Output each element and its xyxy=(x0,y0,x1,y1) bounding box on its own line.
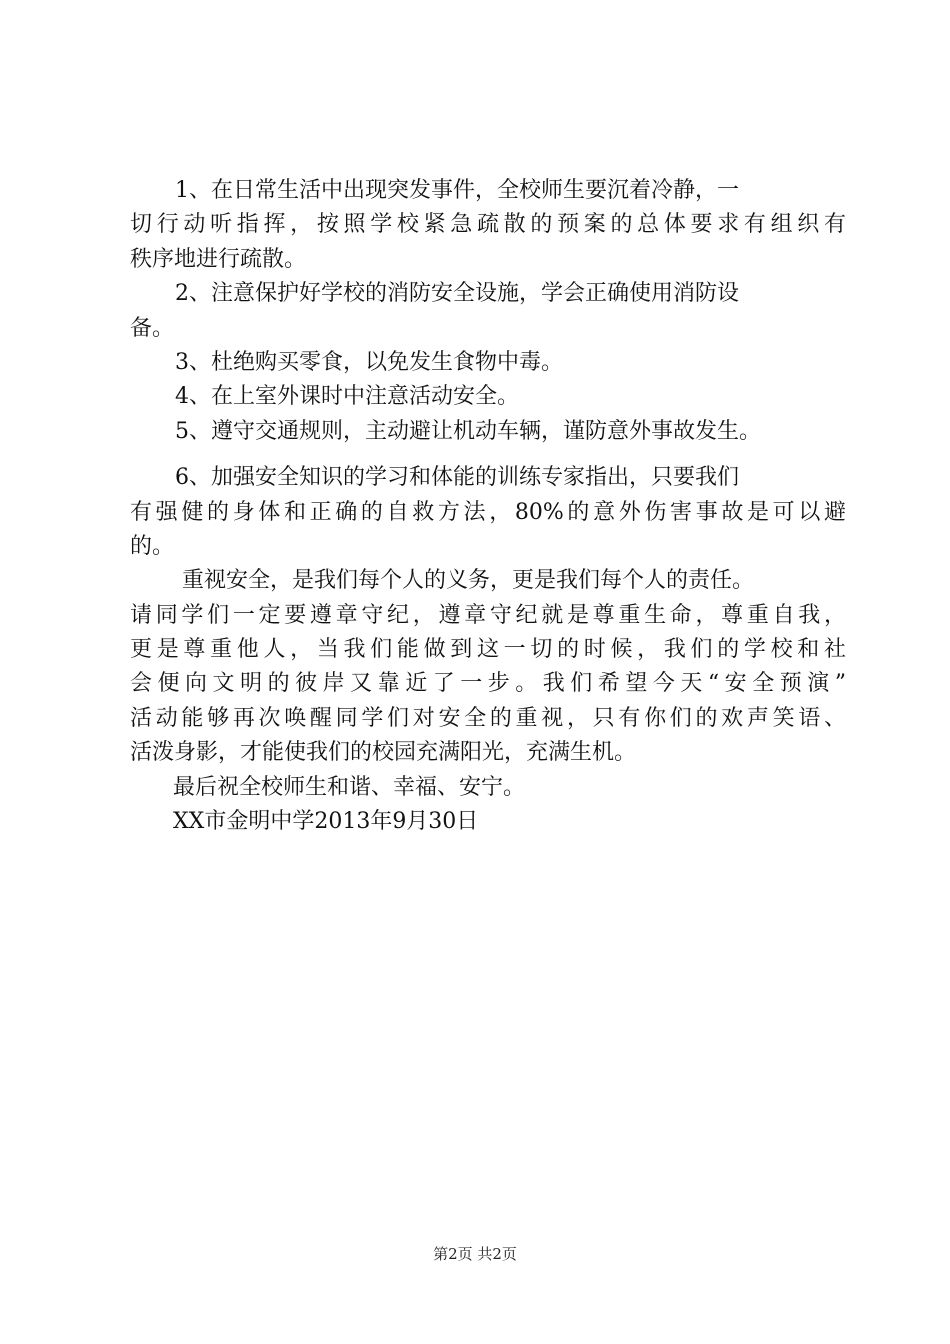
paragraph-2-line-2: 备。 xyxy=(130,315,175,341)
paragraph-4: 4、在上室外课时中注意活动安全。 xyxy=(175,384,519,410)
closing-wish: 最后祝全校师生和谐、幸福、安宁。 xyxy=(173,774,526,800)
paragraph-6-line-3: 的。 xyxy=(130,533,175,559)
paragraph-7-line-2: 请同学们一定要遵章守纪，遵章守纪就是尊重生命，尊重自我， xyxy=(130,602,846,628)
signature-date: XX市金明中学2013年9月30日 xyxy=(173,809,479,835)
paragraph-5: 5、遵守交通规则，主动避让机动车辆，谨防意外事故发生。 xyxy=(175,418,761,444)
paragraph-7-line-1: 重视安全，是我们每个人的义务，更是我们每个人的责任。 xyxy=(182,568,755,594)
paragraph-2-line-1: 2、注意保护好学校的消防安全设施，学会正确使用消防设 xyxy=(175,281,739,307)
paragraph-6-line-2: 有强健的身体和正确的自救方法，80%的意外伤害事故是可以避 xyxy=(130,499,846,525)
paragraph-7-line-5: 活动能够再次唤醒同学们对安全的重视，只有你们的欢声笑语、 xyxy=(130,705,846,731)
paragraph-1-line-2: 切行动听指挥，按照学校紧急疏散的预案的总体要求有组织有 xyxy=(130,212,846,238)
paragraph-1-line-3: 秩序地进行疏散。 xyxy=(130,246,307,272)
paragraph-gap xyxy=(130,449,846,461)
paragraph-1-line-1: 1、在日常生活中出现突发事件，全校师生要沉着冷静，一 xyxy=(175,178,739,203)
paragraph-6-line-1: 6、加强安全知识的学习和体能的训练专家指出，只要我们 xyxy=(175,465,739,491)
paragraph-7-line-4: 会便向文明的彼岸又靠近了一步。我们希望今天“安全预演” xyxy=(130,671,846,697)
paragraph-7-line-6: 活泼身影，才能使我们的校园充满阳光，充满生机。 xyxy=(130,740,637,766)
paragraph-7-line-3: 更是尊重他人，当我们能做到这一切的时候，我们的学校和社 xyxy=(130,637,846,663)
document-body xyxy=(130,174,846,839)
page-number-footer: 第2页 共2页 xyxy=(433,1245,517,1263)
paragraph-3: 3、杜绝购买零食，以免发生食物中毒。 xyxy=(175,349,563,375)
